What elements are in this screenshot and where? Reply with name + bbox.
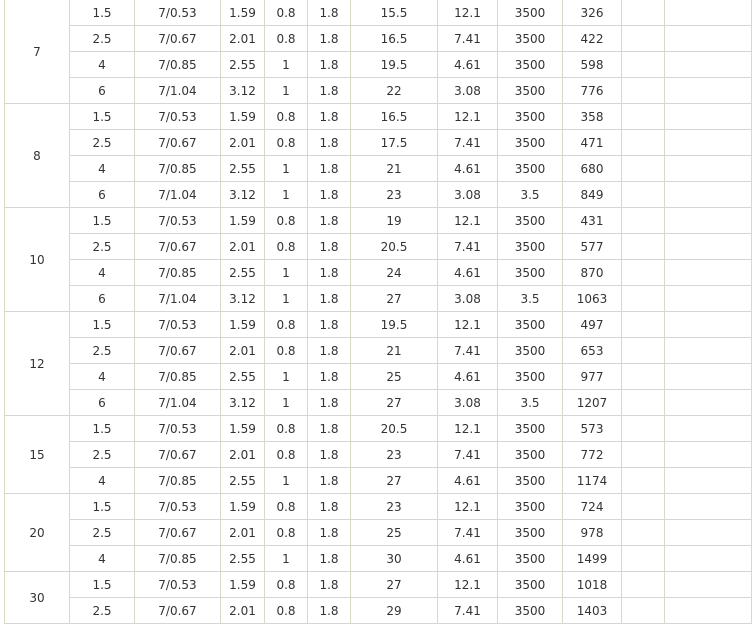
table-cell: 1.5 — [70, 416, 135, 442]
table-cell: 7/0.53 — [135, 416, 221, 442]
table-cell: 1.59 — [221, 0, 265, 26]
table-row — [5, 390, 752, 416]
table-cell: 0.8 — [265, 416, 308, 442]
table-cell: 1 — [265, 546, 308, 572]
table-cell — [665, 442, 752, 468]
table-cell: 7.41 — [438, 598, 498, 624]
table-cell: 24 — [351, 260, 438, 286]
table-cell: 1 — [265, 260, 308, 286]
table-cell: 1.8 — [308, 338, 351, 364]
table-cell: 7.41 — [438, 442, 498, 468]
table-cell: 7/0.67 — [135, 234, 221, 260]
table-cell: 1.8 — [308, 156, 351, 182]
table-cell: 7/0.53 — [135, 104, 221, 130]
table-cell: 1.8 — [308, 598, 351, 624]
table-cell: 12.1 — [438, 312, 498, 338]
table-cell — [665, 494, 752, 520]
table-cell: 27 — [351, 390, 438, 416]
table-cell: 1.59 — [221, 572, 265, 598]
table-cell: 7/0.53 — [135, 208, 221, 234]
table-cell: 3500 — [498, 520, 563, 546]
table-row — [5, 260, 752, 286]
table-cell: 358 — [563, 104, 622, 130]
table-cell: 7/0.85 — [135, 546, 221, 572]
table-cell: 1.8 — [308, 78, 351, 104]
table-cell: 0.8 — [265, 26, 308, 52]
table-cell: 3500 — [498, 546, 563, 572]
table-cell — [665, 312, 752, 338]
table-cell: 2.5 — [70, 442, 135, 468]
table-cell: 12.1 — [438, 572, 498, 598]
table-cell: 27 — [351, 572, 438, 598]
table-cell: 422 — [563, 26, 622, 52]
table-cell: 3500 — [498, 130, 563, 156]
table-cell: 23 — [351, 442, 438, 468]
size-group-cell: 10 — [5, 208, 70, 312]
table-cell — [665, 520, 752, 546]
table-cell: 7.41 — [438, 26, 498, 52]
table-cell — [665, 182, 752, 208]
table-cell: 7/0.67 — [135, 130, 221, 156]
table-cell: 1207 — [563, 390, 622, 416]
table-cell: 1.8 — [308, 546, 351, 572]
table-cell: 3.5 — [498, 286, 563, 312]
table-cell: 3.08 — [438, 390, 498, 416]
table-cell: 3500 — [498, 156, 563, 182]
table-cell: 1.8 — [308, 104, 351, 130]
table-cell: 1.8 — [308, 182, 351, 208]
table-cell: 7/1.04 — [135, 78, 221, 104]
table-cell — [622, 546, 665, 572]
table-cell: 3500 — [498, 442, 563, 468]
table-cell — [665, 546, 752, 572]
table-cell: 0.8 — [265, 494, 308, 520]
table-cell: 23 — [351, 494, 438, 520]
table-cell: 3.12 — [221, 182, 265, 208]
table-cell — [622, 260, 665, 286]
table-cell: 27 — [351, 468, 438, 494]
table-cell: 772 — [563, 442, 622, 468]
table-cell — [622, 26, 665, 52]
table-cell: 7/0.85 — [135, 52, 221, 78]
table-cell: 0.8 — [265, 520, 308, 546]
spec-table-body — [5, 0, 752, 624]
table-cell: 497 — [563, 312, 622, 338]
table-cell: 20.5 — [351, 416, 438, 442]
table-cell: 3500 — [498, 104, 563, 130]
table-cell — [622, 364, 665, 390]
table-cell: 0.8 — [265, 234, 308, 260]
table-row — [5, 546, 752, 572]
table-cell: 1 — [265, 364, 308, 390]
table-cell: 3.08 — [438, 182, 498, 208]
table-cell: 6 — [70, 286, 135, 312]
table-cell — [665, 234, 752, 260]
table-cell: 3500 — [498, 0, 563, 26]
table-cell: 3.08 — [438, 286, 498, 312]
table-cell: 7/0.85 — [135, 260, 221, 286]
table-cell — [665, 52, 752, 78]
table-cell: 1 — [265, 390, 308, 416]
table-cell: 3.12 — [221, 390, 265, 416]
table-cell: 2.5 — [70, 130, 135, 156]
table-cell: 2.55 — [221, 546, 265, 572]
table-row — [5, 468, 752, 494]
table-cell: 7/0.67 — [135, 26, 221, 52]
table-cell: 2.01 — [221, 520, 265, 546]
table-cell: 978 — [563, 520, 622, 546]
table-cell: 4.61 — [438, 364, 498, 390]
table-cell: 4 — [70, 260, 135, 286]
table-row — [5, 208, 752, 234]
table-cell: 3500 — [498, 260, 563, 286]
table-cell: 1.5 — [70, 494, 135, 520]
table-cell: 2.01 — [221, 234, 265, 260]
table-cell: 3500 — [498, 208, 563, 234]
table-cell: 6 — [70, 390, 135, 416]
table-cell: 2.01 — [221, 442, 265, 468]
table-cell: 16.5 — [351, 104, 438, 130]
table-cell: 7.41 — [438, 338, 498, 364]
table-cell: 3500 — [498, 234, 563, 260]
table-cell — [622, 78, 665, 104]
table-cell: 3500 — [498, 468, 563, 494]
table-cell: 0.8 — [265, 338, 308, 364]
table-cell: 1.8 — [308, 312, 351, 338]
table-cell: 7/0.53 — [135, 0, 221, 26]
table-cell: 7/0.67 — [135, 520, 221, 546]
table-cell: 7/0.53 — [135, 312, 221, 338]
table-cell — [665, 26, 752, 52]
table-cell: 1.59 — [221, 312, 265, 338]
table-cell — [622, 0, 665, 26]
table-cell: 2.55 — [221, 156, 265, 182]
size-group-cell: 7 — [5, 0, 70, 104]
table-cell: 3.08 — [438, 78, 498, 104]
table-cell: 7/1.04 — [135, 182, 221, 208]
table-cell: 22 — [351, 78, 438, 104]
table-cell: 1 — [265, 286, 308, 312]
table-cell — [622, 416, 665, 442]
table-cell: 1.8 — [308, 520, 351, 546]
table-cell: 23 — [351, 182, 438, 208]
table-cell: 6 — [70, 78, 135, 104]
table-cell: 0.8 — [265, 104, 308, 130]
table-cell: 3.12 — [221, 78, 265, 104]
table-cell: 7.41 — [438, 520, 498, 546]
table-cell: 4 — [70, 468, 135, 494]
table-row — [5, 364, 752, 390]
table-cell: 1 — [265, 468, 308, 494]
table-cell — [665, 416, 752, 442]
table-cell — [622, 598, 665, 624]
table-cell — [665, 0, 752, 26]
table-cell: 0.8 — [265, 312, 308, 338]
table-cell: 598 — [563, 52, 622, 78]
table-cell: 21 — [351, 338, 438, 364]
table-row — [5, 234, 752, 260]
table-cell: 12.1 — [438, 104, 498, 130]
table-cell: 4.61 — [438, 260, 498, 286]
table-cell: 7/0.85 — [135, 364, 221, 390]
table-cell — [622, 572, 665, 598]
table-cell: 20.5 — [351, 234, 438, 260]
table-cell: 653 — [563, 338, 622, 364]
table-cell: 1.5 — [70, 312, 135, 338]
table-cell: 2.5 — [70, 520, 135, 546]
table-cell: 19.5 — [351, 312, 438, 338]
table-row — [5, 494, 752, 520]
size-group-cell: 12 — [5, 312, 70, 416]
table-cell — [622, 104, 665, 130]
table-cell: 1.8 — [308, 260, 351, 286]
table-cell: 3.12 — [221, 286, 265, 312]
table-cell — [622, 338, 665, 364]
table-cell — [665, 286, 752, 312]
table-row — [5, 26, 752, 52]
table-cell: 19 — [351, 208, 438, 234]
table-cell: 1.59 — [221, 208, 265, 234]
table-cell — [665, 208, 752, 234]
table-cell — [665, 104, 752, 130]
table-row — [5, 104, 752, 130]
table-cell: 2.5 — [70, 598, 135, 624]
table-cell: 1.8 — [308, 468, 351, 494]
table-cell: 1 — [265, 52, 308, 78]
table-cell: 7/0.67 — [135, 338, 221, 364]
table-row — [5, 130, 752, 156]
table-cell: 3500 — [498, 338, 563, 364]
table-cell: 1.8 — [308, 234, 351, 260]
table-cell: 1.8 — [308, 442, 351, 468]
table-cell: 3500 — [498, 494, 563, 520]
table-cell: 3500 — [498, 52, 563, 78]
table-cell: 30 — [351, 546, 438, 572]
table-cell: 1.8 — [308, 494, 351, 520]
table-cell: 3.5 — [498, 390, 563, 416]
table-cell: 0.8 — [265, 208, 308, 234]
table-cell: 1 — [265, 182, 308, 208]
table-cell — [622, 156, 665, 182]
table-cell: 2.01 — [221, 338, 265, 364]
table-cell: 680 — [563, 156, 622, 182]
table-cell: 724 — [563, 494, 622, 520]
table-cell: 1.8 — [308, 572, 351, 598]
table-row — [5, 572, 752, 598]
table-cell: 4 — [70, 52, 135, 78]
table-cell: 1 — [265, 156, 308, 182]
table-cell: 870 — [563, 260, 622, 286]
table-cell: 2.55 — [221, 260, 265, 286]
table-cell: 1.5 — [70, 104, 135, 130]
table-cell: 2.55 — [221, 468, 265, 494]
table-cell: 3500 — [498, 416, 563, 442]
table-cell: 2.55 — [221, 364, 265, 390]
table-cell: 0.8 — [265, 0, 308, 26]
table-cell — [622, 312, 665, 338]
table-cell: 1018 — [563, 572, 622, 598]
table-cell: 1.8 — [308, 208, 351, 234]
table-row — [5, 312, 752, 338]
table-row — [5, 156, 752, 182]
table-cell — [665, 78, 752, 104]
table-cell — [622, 234, 665, 260]
table-cell: 1.8 — [308, 0, 351, 26]
table-cell: 1174 — [563, 468, 622, 494]
table-cell: 1.8 — [308, 364, 351, 390]
table-cell: 3500 — [498, 572, 563, 598]
table-cell: 4.61 — [438, 156, 498, 182]
table-cell: 25 — [351, 520, 438, 546]
table-cell: 7.41 — [438, 234, 498, 260]
table-row — [5, 52, 752, 78]
table-cell: 12.1 — [438, 494, 498, 520]
table-cell — [622, 208, 665, 234]
table-cell: 1403 — [563, 598, 622, 624]
size-group-cell: 20 — [5, 494, 70, 572]
table-cell: 2.01 — [221, 130, 265, 156]
table-cell: 0.8 — [265, 572, 308, 598]
table-cell — [665, 130, 752, 156]
table-cell: 3500 — [498, 312, 563, 338]
table-row — [5, 338, 752, 364]
table-cell — [665, 338, 752, 364]
table-row — [5, 416, 752, 442]
table-cell: 12.1 — [438, 416, 498, 442]
table-cell — [622, 182, 665, 208]
table-cell: 1.59 — [221, 104, 265, 130]
table-cell: 7/0.53 — [135, 494, 221, 520]
table-cell: 1.59 — [221, 416, 265, 442]
table-cell: 2.5 — [70, 338, 135, 364]
table-cell — [622, 494, 665, 520]
table-cell — [665, 468, 752, 494]
table-row — [5, 598, 752, 624]
table-cell: 4.61 — [438, 546, 498, 572]
table-cell: 431 — [563, 208, 622, 234]
table-cell: 25 — [351, 364, 438, 390]
table-cell: 2.55 — [221, 52, 265, 78]
table-cell: 1.5 — [70, 0, 135, 26]
table-cell: 977 — [563, 364, 622, 390]
table-cell: 1.8 — [308, 52, 351, 78]
table-cell: 3500 — [498, 598, 563, 624]
table-cell: 326 — [563, 0, 622, 26]
table-cell: 27 — [351, 286, 438, 312]
table-cell: 7/0.67 — [135, 442, 221, 468]
table-row — [5, 442, 752, 468]
table-cell: 6 — [70, 182, 135, 208]
table-cell: 7/1.04 — [135, 286, 221, 312]
table-row — [5, 286, 752, 312]
table-cell — [665, 260, 752, 286]
table-cell: 4 — [70, 156, 135, 182]
table-row — [5, 520, 752, 546]
table-cell: 7/0.85 — [135, 468, 221, 494]
table-cell: 3500 — [498, 78, 563, 104]
table-cell: 29 — [351, 598, 438, 624]
table-cell: 3500 — [498, 364, 563, 390]
table-cell: 0.8 — [265, 130, 308, 156]
table-cell: 21 — [351, 156, 438, 182]
table-cell: 471 — [563, 130, 622, 156]
table-row — [5, 78, 752, 104]
table-cell: 7/0.53 — [135, 572, 221, 598]
table-cell: 0.8 — [265, 442, 308, 468]
table-cell — [665, 572, 752, 598]
table-cell: 1499 — [563, 546, 622, 572]
table-cell: 1.8 — [308, 390, 351, 416]
table-cell — [622, 52, 665, 78]
table-cell: 1 — [265, 78, 308, 104]
size-group-cell: 30 — [5, 572, 70, 624]
table-cell: 7/0.85 — [135, 156, 221, 182]
table-cell: 0.8 — [265, 598, 308, 624]
table-cell: 577 — [563, 234, 622, 260]
spec-table — [4, 0, 752, 624]
size-group-cell: 8 — [5, 104, 70, 208]
table-cell: 12.1 — [438, 208, 498, 234]
table-cell: 4.61 — [438, 468, 498, 494]
table-cell: 4 — [70, 546, 135, 572]
table-cell: 1.8 — [308, 130, 351, 156]
table-cell — [622, 286, 665, 312]
table-cell — [622, 130, 665, 156]
table-cell: 1.8 — [308, 416, 351, 442]
table-cell: 1.59 — [221, 494, 265, 520]
table-cell: 16.5 — [351, 26, 438, 52]
table-cell: 573 — [563, 416, 622, 442]
table-cell: 3500 — [498, 26, 563, 52]
table-cell: 7/0.67 — [135, 598, 221, 624]
size-group-cell: 15 — [5, 416, 70, 494]
table-cell: 19.5 — [351, 52, 438, 78]
table-cell: 7/1.04 — [135, 390, 221, 416]
table-cell: 4.61 — [438, 52, 498, 78]
table-cell: 776 — [563, 78, 622, 104]
table-cell: 2.01 — [221, 26, 265, 52]
table-row — [5, 182, 752, 208]
table-row — [5, 0, 752, 26]
table-cell: 1.5 — [70, 208, 135, 234]
table-cell — [622, 442, 665, 468]
table-cell — [622, 520, 665, 546]
table-cell: 849 — [563, 182, 622, 208]
table-cell: 2.5 — [70, 234, 135, 260]
table-cell: 1.5 — [70, 572, 135, 598]
table-cell: 1.8 — [308, 26, 351, 52]
table-cell: 2.5 — [70, 26, 135, 52]
table-cell: 4 — [70, 364, 135, 390]
table-cell: 7.41 — [438, 130, 498, 156]
table-cell: 17.5 — [351, 130, 438, 156]
table-cell: 3.5 — [498, 182, 563, 208]
table-cell — [665, 156, 752, 182]
table-cell — [622, 468, 665, 494]
table-cell: 2.01 — [221, 598, 265, 624]
table-cell: 1063 — [563, 286, 622, 312]
table-cell: 12.1 — [438, 0, 498, 26]
table-cell — [665, 364, 752, 390]
table-cell: 1.8 — [308, 286, 351, 312]
table-cell — [665, 598, 752, 624]
table-cell — [665, 390, 752, 416]
table-cell: 15.5 — [351, 0, 438, 26]
table-cell — [622, 390, 665, 416]
